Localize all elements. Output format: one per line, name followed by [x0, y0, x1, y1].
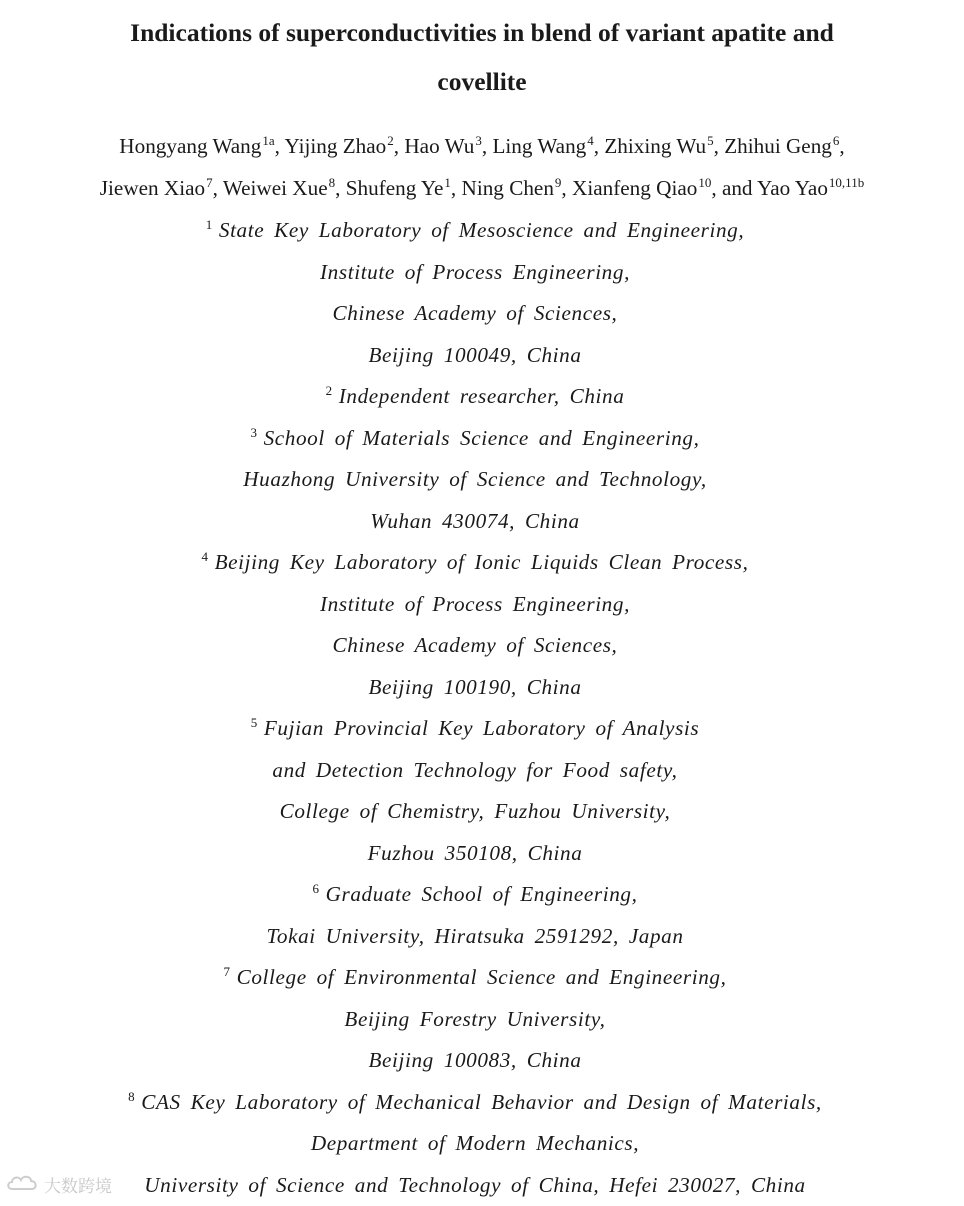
author-separator: , — [839, 134, 845, 158]
affiliation-text: Chinese Academy of Sciences, — [332, 301, 618, 325]
author-separator: , and — [711, 176, 758, 200]
affiliation-number: 3 — [250, 424, 258, 440]
author-name: Zhixing Wu — [604, 134, 707, 158]
affiliation-text: Huazhong University of Science and Technology, — [243, 467, 707, 491]
author-name: Hao Wu — [404, 134, 475, 158]
affiliation-line — [0, 383, 950, 412]
affiliation-text: Independent researcher, China — [338, 384, 625, 408]
affiliation-line — [0, 300, 950, 326]
affiliation-text: State Key Laboratory of Mesoscience and Engineering, — [218, 218, 745, 242]
affiliation-text: University of Science and Technology of China, Hefei 230027, China — [144, 1172, 806, 1197]
author-affiliation-marker: 4 — [587, 133, 594, 148]
author-name: Yao Yao — [757, 176, 828, 200]
watermark — [6, 1172, 112, 1196]
affiliation-line — [0, 591, 950, 617]
affiliation-line — [0, 798, 950, 824]
author-separator: , — [561, 176, 573, 200]
affiliation-number: 4 — [201, 549, 209, 564]
affiliation-line — [0, 840, 950, 866]
author-affiliation-marker: 1a — [262, 133, 275, 148]
affiliation-text: College of Chemistry, Fuzhou University, — [279, 799, 671, 823]
author-affiliation-marker: 5 — [707, 133, 714, 148]
paper-title-line-1: Indications of superconductivities in blend of variant apatite and — [130, 18, 834, 47]
affiliation-line — [0, 964, 950, 993]
affiliation-text: Institute of Process Engineering, — [320, 259, 630, 284]
author-list-line-2 — [0, 175, 964, 204]
affiliation-line — [0, 342, 950, 368]
affiliation-line — [0, 549, 950, 578]
author-name: Jiewen Xiao — [99, 176, 206, 200]
affiliation-text: Institute of Process Engineering, — [320, 591, 630, 616]
author-affiliation-marker: 8 — [328, 175, 336, 190]
affiliation-line — [0, 259, 950, 285]
author-affiliation-marker: 2 — [387, 133, 394, 148]
affiliation-line — [0, 923, 950, 949]
author-name: Yijing Zhao — [284, 134, 387, 158]
affiliation-text: Beijing Forestry University, — [344, 1006, 606, 1031]
affiliation-text: Beijing Key Laboratory of Ionic Liquids Clean Process, — [214, 550, 749, 574]
affiliation-line — [0, 1047, 950, 1073]
author-affiliation-marker: 9 — [554, 175, 562, 190]
watermark-text: 大数跨境 — [44, 1176, 112, 1197]
affiliation-text: Department of Modern Mechanics, — [310, 1131, 640, 1155]
cloud-logo-icon — [6, 1174, 40, 1194]
author-name: Zhihui Geng — [724, 134, 832, 158]
author-affiliation-marker: 1 — [444, 175, 451, 190]
affiliation-line — [0, 1172, 950, 1198]
affiliation-text: Fujian Provincial Key Laboratory of Analysis — [263, 716, 700, 740]
affiliation-text: and Detection Technology for Food safety, — [272, 757, 678, 782]
author-affiliation-marker: 7 — [206, 175, 213, 190]
affiliation-text: Chinese Academy of Sciences, — [332, 633, 618, 657]
author-affiliation-marker: 10 — [698, 175, 712, 190]
affiliation-text: School of Materials Science and Engineering, — [263, 425, 700, 450]
affiliation-line — [0, 881, 950, 910]
author-separator: , — [393, 134, 405, 158]
author-separator: , — [593, 134, 605, 158]
author-name: Weiwei Xue — [222, 176, 328, 200]
affiliation-line — [0, 632, 950, 658]
author-separator: , — [212, 176, 223, 200]
affiliation-line — [0, 715, 950, 744]
author-name: Xianfeng Qiao — [572, 176, 698, 200]
affiliation-line — [0, 466, 950, 492]
affiliation-line — [0, 674, 950, 700]
affiliation-line — [0, 425, 950, 454]
affiliation-line — [0, 217, 950, 246]
author-name: Ning Chen — [461, 176, 554, 200]
affiliation-text: Graduate School of Engineering, — [325, 882, 638, 906]
author-separator: , — [450, 176, 462, 200]
affiliation-number: 8 — [128, 1088, 136, 1104]
affiliation-text: CAS Key Laboratory of Mechanical Behavior and Design of Materials, — [141, 1089, 822, 1114]
author-name: Hongyang Wang — [119, 134, 262, 158]
affiliation-line — [0, 508, 950, 534]
affiliation-number: 1 — [205, 217, 213, 232]
affiliation-line — [0, 1006, 950, 1032]
affiliation-text: College of Environmental Science and Engineering, — [236, 965, 727, 989]
author-name: Shufeng Ye — [345, 176, 444, 200]
author-affiliation-marker: 6 — [832, 133, 840, 148]
author-name: Ling Wang — [492, 134, 587, 158]
author-affiliation-marker: 3 — [475, 133, 482, 148]
author-list-line-1 — [0, 133, 964, 162]
affiliation-line — [0, 757, 950, 783]
affiliation-text: Wuhan 430074, China — [370, 508, 580, 533]
paper-title-line-2: covellite — [437, 67, 527, 96]
author-separator: , — [274, 134, 285, 158]
author-separator: , — [481, 134, 493, 158]
affiliation-number: 5 — [250, 715, 258, 730]
author-separator: , — [335, 176, 346, 200]
affiliation-number: 6 — [312, 881, 320, 896]
affiliation-text: Fuzhou 350108, China — [367, 840, 583, 865]
affiliation-line — [0, 1089, 950, 1118]
affiliation-line — [0, 1130, 950, 1156]
author-affiliation-marker: 10,11b — [828, 175, 865, 190]
affiliation-text: Beijing 100190, China — [368, 674, 582, 699]
affiliation-text: Beijing 100049, China — [368, 342, 582, 367]
affiliation-number: 2 — [325, 383, 333, 398]
author-separator: , — [713, 134, 725, 158]
affiliation-text: Tokai University, Hiratsuka 2591292, Japan — [266, 923, 684, 948]
affiliation-text: Beijing 100083, China — [368, 1048, 582, 1072]
affiliation-number: 7 — [223, 964, 231, 979]
